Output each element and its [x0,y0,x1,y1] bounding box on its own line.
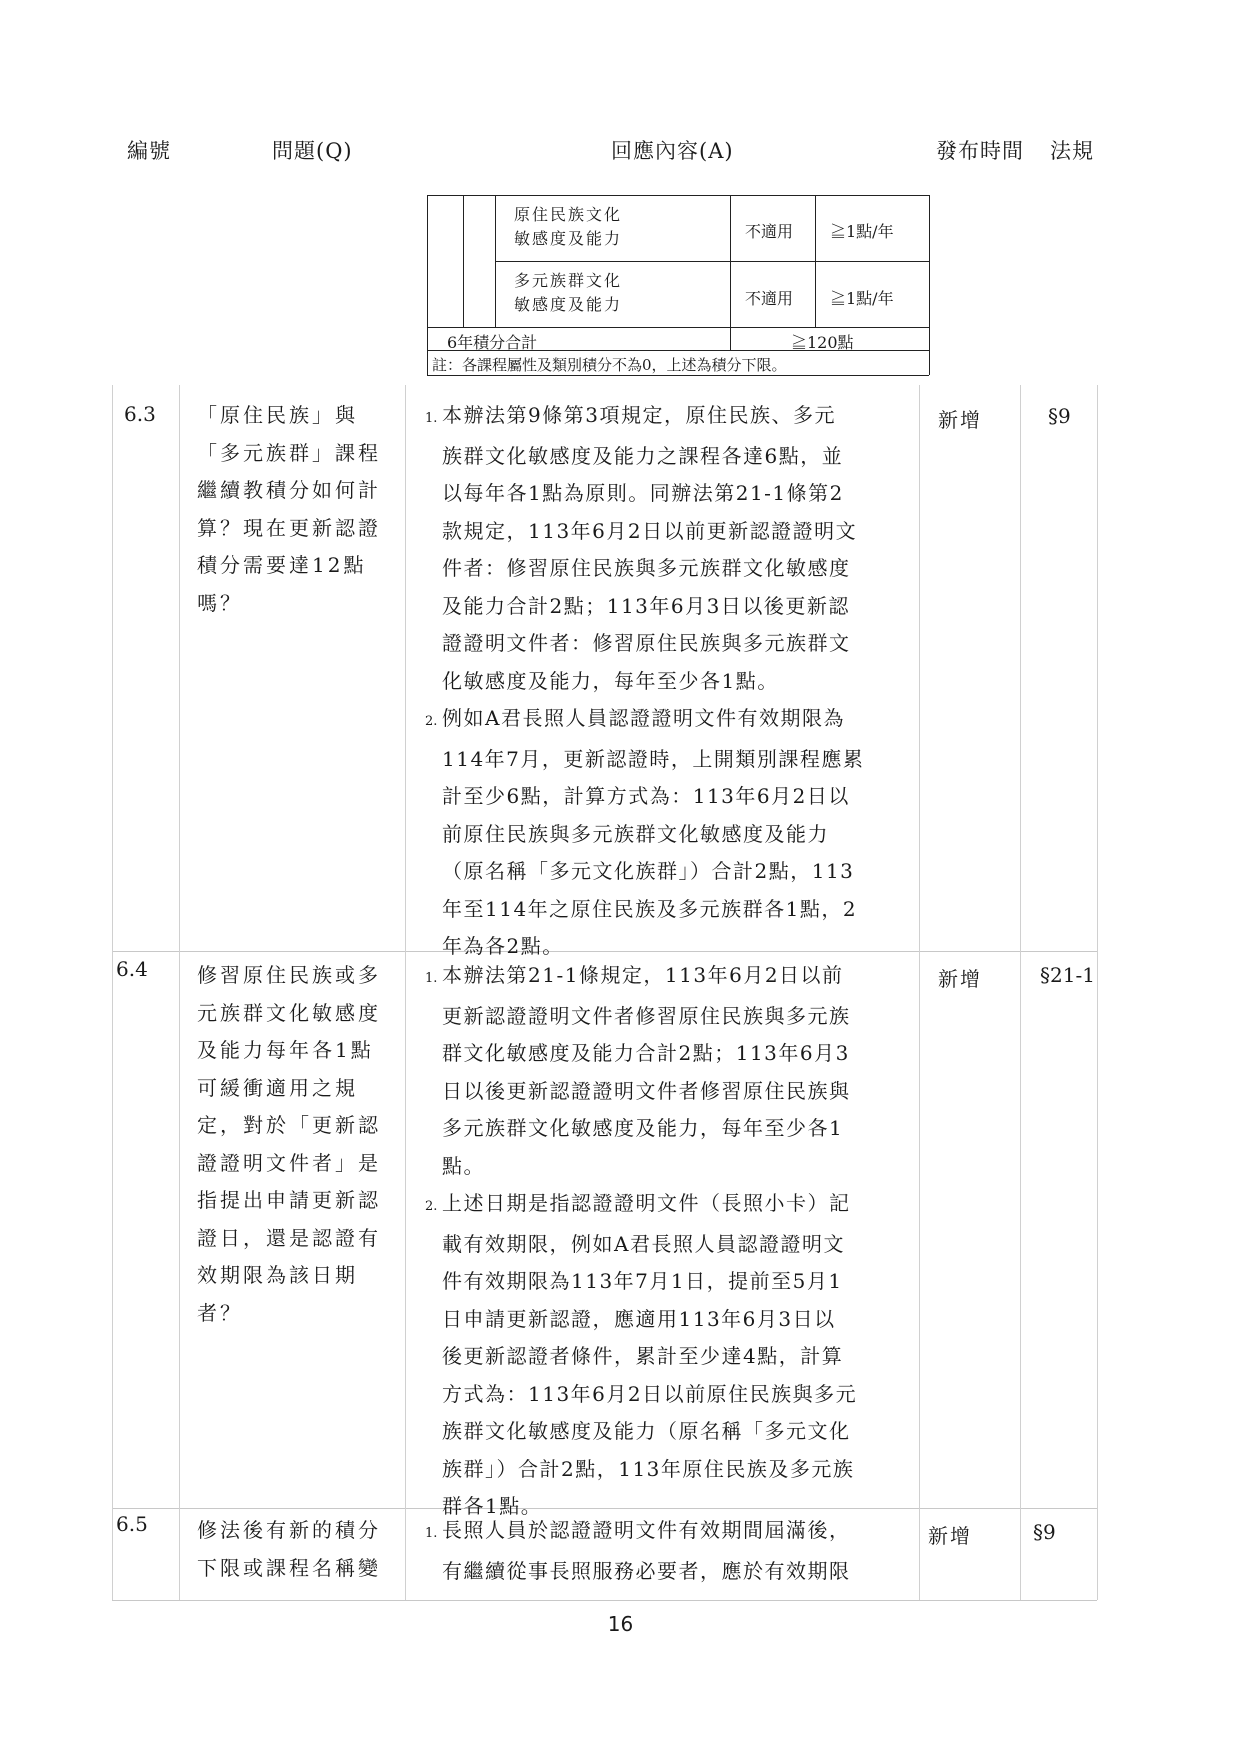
question-text: 「原住民族」與 「多元族群」課程 繼續教積分如何計 算？現在更新認證 積分需要達12點 嗎？ [197,403,381,615]
credit-total-label: 6年積分合計 [447,333,538,352]
credit-row-2-name-line1: 多元族群文化 [514,271,623,290]
credit-row-2-name-line2: 敏感度及能力 [514,295,623,314]
row-id: 6.4 [116,957,148,981]
credit-row-1-col-a: 不適用 [745,222,794,241]
credit-row-2-col-a: 不適用 [745,289,794,308]
header-id: 編號 [127,139,171,163]
status-tag: 新增 [938,408,982,432]
row-id: 6.5 [116,1512,148,1536]
answer-text: 1. 本辦法第21-1條規定，113年6月2日以前 更新認證證明文件者修習原住民族與多元族 群文化敏感度及能力合計2點；113年6月3 日以後更新認證證明文件者修習原住民族與 多元族群文化敏感度及能力，每年至少各1 點。 2. 上述日期是指認證證明文件（長照小卡）記 載有效期限，例如A君長照人員認證證明文 件有效期限為113年7月1日，提前至5月1 日申請更新認證，應適用113年6月3日以 後更新認證者條件，累計至少達4點，計算 方式為：113年6月2日以前原住民族與多元 族群文化敏感度及能力（原名稱「多元文化 族群」）合計2點，113年原住民族及多元族 群各1點。 [425,963,858,1518]
question-text: 修習原住民族或多 元族群文化敏感度 及能力每年各1點 可緩衝適用之規 定，對於「更新認 證證明文件者」是 指提出申請更新認 證日，還是認證有 效期限為該日期 者？ [197,963,381,1325]
law-ref: §9 [1048,404,1071,428]
question-text: 修法後有新的積分 下限或課程名稱變 [197,1518,381,1580]
answer-text: 1. 長照人員於認證證明文件有效期間屆滿後， 有繼續從事長照服務必要者，應於有效期限 [425,1518,851,1583]
row-id: 6.3 [124,402,156,426]
answer-text: 1. 本辦法第9條第3項規定，原住民族、多元 族群文化敏感度及能力之課程各達6點，並 以每年各1點為原則。同辦法第21-1條第2 款規定，113年6月2日以前更新認證證明文 件者：修習原住民族與多元族群文化敏感度 及能力合計2點；113年6月3日以後更新認 證證明文件者：修習原住民族與多元族群文 化敏感度及能力，每年至少各1點。 2. 例如A君長照人員認證證明文件有效期限為 114年7月，更新認證時，上開類別課程應累 計至少6點，計算方式為：113年6月2日以 前原住民族與多元族群文化敏感度及能力 （原名稱「多元文化族群」）合計2點，113 年至114年之原住民族及多元族群各1點，2 年為各2點。 [425,403,865,958]
law-ref: §21-1 [1040,963,1095,987]
page-number: 16 [607,1612,634,1636]
credit-row-1-name-line2: 敏感度及能力 [514,229,623,248]
credit-note: 註：各課程屬性及類別積分不為0，上述為積分下限。 [432,356,787,374]
status-tag: 新增 [928,1524,972,1548]
header-date: 發布時間 [936,139,1024,163]
credit-row-1-name-line1: 原住民族文化 [514,205,623,224]
credit-row-2-col-b: ≧1點/年 [830,289,894,308]
header-answer: 回應內容(A) [611,139,734,163]
header-question: 問題(Q) [272,139,353,163]
credit-total-value: ≧120點 [791,333,854,352]
law-ref: §9 [1033,1520,1056,1544]
status-tag: 新增 [938,967,982,991]
header-law: 法規 [1050,139,1094,163]
credit-row-1-col-b: ≧1點/年 [830,222,894,241]
